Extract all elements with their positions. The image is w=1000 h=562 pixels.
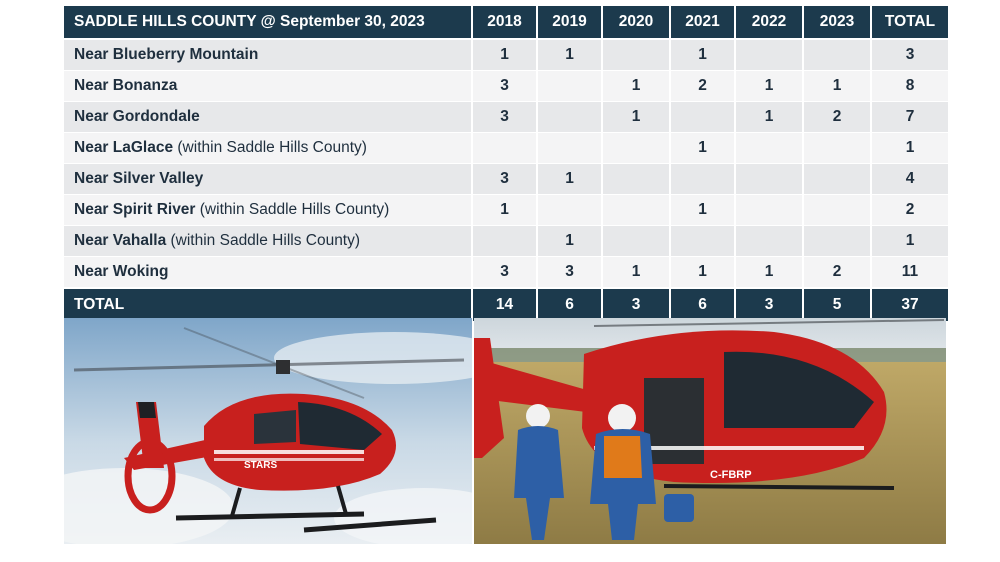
total-cell: 3: [735, 288, 803, 321]
year-count-cell: [670, 164, 735, 195]
location-name: Near Vahalla: [74, 232, 167, 249]
year-count-cell: 3: [472, 257, 537, 289]
year-count-cell: [472, 226, 537, 257]
year-count-cell: [803, 39, 871, 71]
total-cell: 6: [670, 288, 735, 321]
row-total-cell: 3: [871, 39, 949, 71]
year-header: 2022: [735, 6, 803, 39]
year-count-cell: 1: [472, 39, 537, 71]
year-count-cell: [537, 102, 602, 133]
table-row: [64, 195, 949, 226]
helicopter-flight-photo: [64, 318, 472, 544]
table-row: [64, 133, 949, 164]
stats-table-container: [64, 6, 946, 321]
year-count-cell: 1: [670, 195, 735, 226]
grand-total-cell: 37: [871, 288, 949, 321]
total-row-label: TOTAL: [64, 288, 472, 321]
year-count-cell: [472, 133, 537, 164]
year-count-cell: 3: [472, 71, 537, 102]
total-header: TOTAL: [871, 6, 949, 39]
table-row: [64, 102, 949, 133]
year-count-cell: 1: [803, 71, 871, 102]
year-count-cell: 1: [602, 257, 670, 289]
year-header: 2023: [803, 6, 871, 39]
table-header-row: [64, 6, 949, 39]
helicopter-registration-text: C-FBRP: [710, 469, 752, 481]
year-count-cell: [602, 226, 670, 257]
total-cell: 5: [803, 288, 871, 321]
year-count-cell: [735, 226, 803, 257]
stats-table: [64, 6, 950, 321]
row-total-cell: 1: [871, 133, 949, 164]
year-count-cell: [803, 226, 871, 257]
location-name: Near Gordondale: [74, 108, 200, 125]
year-count-cell: [735, 133, 803, 164]
helicopter-logo-text: STARS: [244, 460, 278, 471]
location-cell: [64, 195, 472, 226]
year-count-cell: [537, 195, 602, 226]
location-cell: [64, 71, 472, 102]
year-count-cell: [670, 226, 735, 257]
row-total-cell: 2: [871, 195, 949, 226]
location-note: (within Saddle Hills County): [166, 232, 361, 249]
helicopter-crew-photo: [474, 318, 946, 544]
location-cell: [64, 226, 472, 257]
location-cell: [64, 257, 472, 289]
row-total-cell: 1: [871, 226, 949, 257]
total-row: [64, 288, 949, 321]
table-row: [64, 257, 949, 289]
year-count-cell: 1: [670, 257, 735, 289]
year-count-cell: 1: [602, 102, 670, 133]
table-title: SADDLE HILLS COUNTY @ September 30, 2023: [64, 6, 472, 39]
year-count-cell: 1: [670, 39, 735, 71]
table-row: [64, 39, 949, 71]
year-count-cell: 1: [472, 195, 537, 226]
year-count-cell: 3: [472, 164, 537, 195]
year-count-cell: [735, 164, 803, 195]
year-count-cell: [537, 133, 602, 164]
table-row: [64, 226, 949, 257]
location-cell: [64, 39, 472, 71]
location-name: Near Woking: [74, 263, 169, 280]
helicopter-flight-illustration: [64, 318, 472, 544]
row-total-cell: 4: [871, 164, 949, 195]
year-count-cell: 1: [537, 39, 602, 71]
year-count-cell: 1: [670, 133, 735, 164]
location-cell: [64, 164, 472, 195]
location-note: (within Saddle Hills County): [195, 201, 390, 218]
year-header: 2018: [472, 6, 537, 39]
location-name: Near LaGlace: [74, 139, 174, 156]
row-total-cell: 8: [871, 71, 949, 102]
location-cell: [64, 133, 472, 164]
year-count-cell: [602, 39, 670, 71]
total-cell: 6: [537, 288, 602, 321]
year-count-cell: 3: [537, 257, 602, 289]
location-name: Near Silver Valley: [74, 170, 204, 187]
year-count-cell: [803, 195, 871, 226]
location-note: (within Saddle Hills County): [173, 139, 367, 156]
year-count-cell: [602, 164, 670, 195]
year-count-cell: 1: [735, 102, 803, 133]
year-count-cell: 1: [735, 71, 803, 102]
year-count-cell: 1: [537, 164, 602, 195]
year-count-cell: [803, 133, 871, 164]
total-cell: 14: [472, 288, 537, 321]
year-header: 2019: [537, 6, 602, 39]
location-cell: [64, 102, 472, 133]
year-count-cell: 3: [472, 102, 537, 133]
row-total-cell: 7: [871, 102, 949, 133]
table-row: [64, 71, 949, 102]
year-count-cell: 1: [537, 226, 602, 257]
total-cell: 3: [602, 288, 670, 321]
year-count-cell: 2: [803, 102, 871, 133]
year-count-cell: [735, 195, 803, 226]
location-name: Near Spirit River: [74, 201, 196, 218]
year-count-cell: [602, 133, 670, 164]
year-header: 2021: [670, 6, 735, 39]
year-count-cell: 1: [735, 257, 803, 289]
year-count-cell: [735, 39, 803, 71]
year-count-cell: [537, 71, 602, 102]
helicopter-crew-illustration: [474, 318, 946, 544]
year-count-cell: [602, 195, 670, 226]
row-total-cell: 11: [871, 257, 949, 289]
table-row: [64, 164, 949, 195]
year-count-cell: [803, 164, 871, 195]
location-name: Near Blueberry Mountain: [74, 46, 259, 63]
year-count-cell: 1: [602, 71, 670, 102]
year-count-cell: [670, 102, 735, 133]
year-count-cell: 2: [803, 257, 871, 289]
location-name: Near Bonanza: [74, 77, 178, 94]
year-header: 2020: [602, 6, 670, 39]
year-count-cell: 2: [670, 71, 735, 102]
